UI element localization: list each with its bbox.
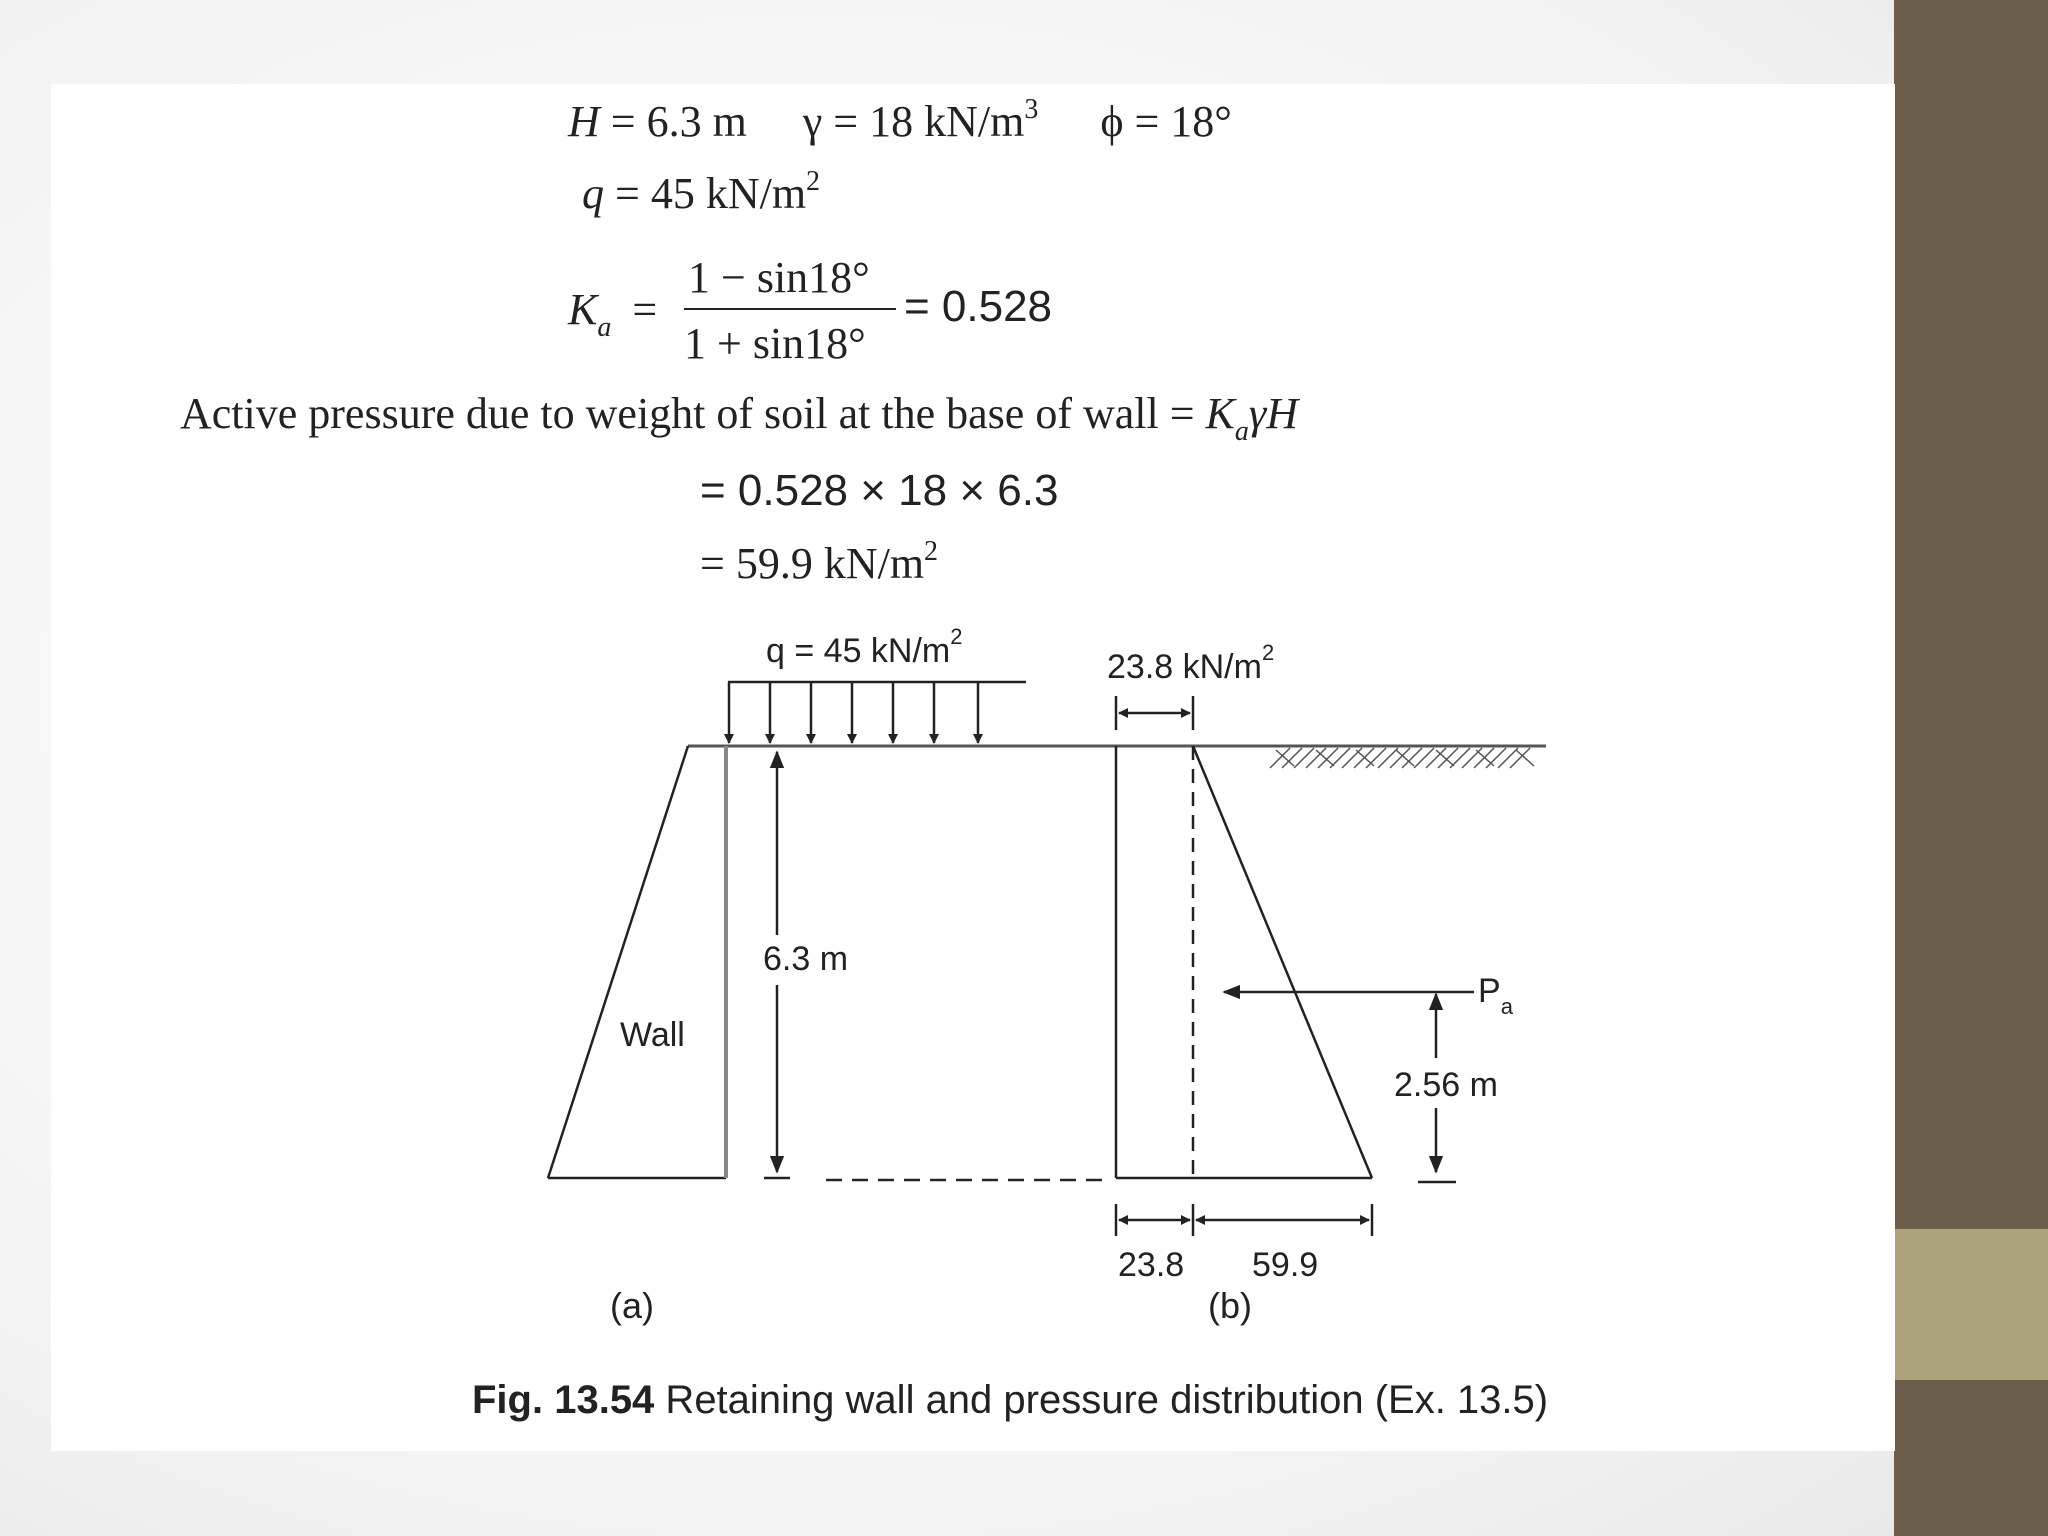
ka-subscript: a [597, 312, 612, 343]
top-pressure-label: 23.8 $kN/m^2$ [1107, 640, 1275, 686]
figure-caption [472, 1378, 1548, 1423]
base-triangle-value: 59.9 [1252, 1246, 1319, 1284]
figure-number: Fig. 13.54 [472, 1378, 655, 1422]
calculation-exponent: 2 [924, 536, 939, 567]
ka-denominator: 1 + sin18° [684, 319, 866, 368]
panel-a-label: (a) [610, 1285, 654, 1326]
wall-sloped-face [548, 746, 688, 1178]
h-value: = 6.3 m [599, 97, 747, 146]
ka-result: = 0.528 [904, 282, 1053, 331]
base-uniform-value: 23.8 [1118, 1246, 1185, 1284]
calculation-result: = 59.9 kN/m [700, 539, 925, 588]
gamma-exponent: 3 [1024, 94, 1039, 125]
surcharge-load [728, 682, 1026, 743]
panel-b-pressure-distribution [1107, 640, 1546, 1326]
panel-a-wall [548, 624, 1546, 1326]
q-exponent: 2 [806, 166, 821, 197]
top-pressure-dimension [1116, 696, 1193, 730]
active-pressure-text: Active pressure due to weight of soil at the base of wall = [180, 389, 1206, 438]
wall-label: Wall [620, 1016, 685, 1054]
triangular-pressure-edge [1193, 746, 1372, 1178]
active-gamma-h: γH [1248, 389, 1299, 438]
panel-b-label: (b) [1208, 1285, 1252, 1326]
base-pressure-dimensions [1116, 1204, 1372, 1236]
resultant-force-label: $P_a$ [1478, 972, 1513, 1019]
ground-hatch [1268, 746, 1546, 768]
height-label: 6.3 m [763, 940, 849, 978]
lever-arm-label: 2.56 m [1394, 1066, 1498, 1104]
ka-equals: = [632, 285, 658, 334]
figure-caption-text: Retaining wall and pressure distribution (Ex. 13.5) [654, 1378, 1549, 1422]
calculation-line-1: = 0.528 × 18 × 6.3 [700, 466, 1059, 515]
phi-value: ϕ = 18° [1100, 97, 1232, 146]
active-ka-symbol: K [1205, 389, 1235, 438]
q-value: = 45 kN/m [604, 169, 807, 218]
gamma-value: γ = 18 kN/m [802, 97, 1025, 146]
ka-numerator: 1 − sin18° [688, 253, 870, 302]
h-symbol: H [568, 97, 600, 146]
q-symbol: q [582, 169, 604, 218]
surcharge-label: q = 45 $kN/m^2$ [766, 624, 963, 670]
active-ka-subscript: a [1234, 416, 1249, 447]
ka-symbol: K [568, 285, 598, 334]
